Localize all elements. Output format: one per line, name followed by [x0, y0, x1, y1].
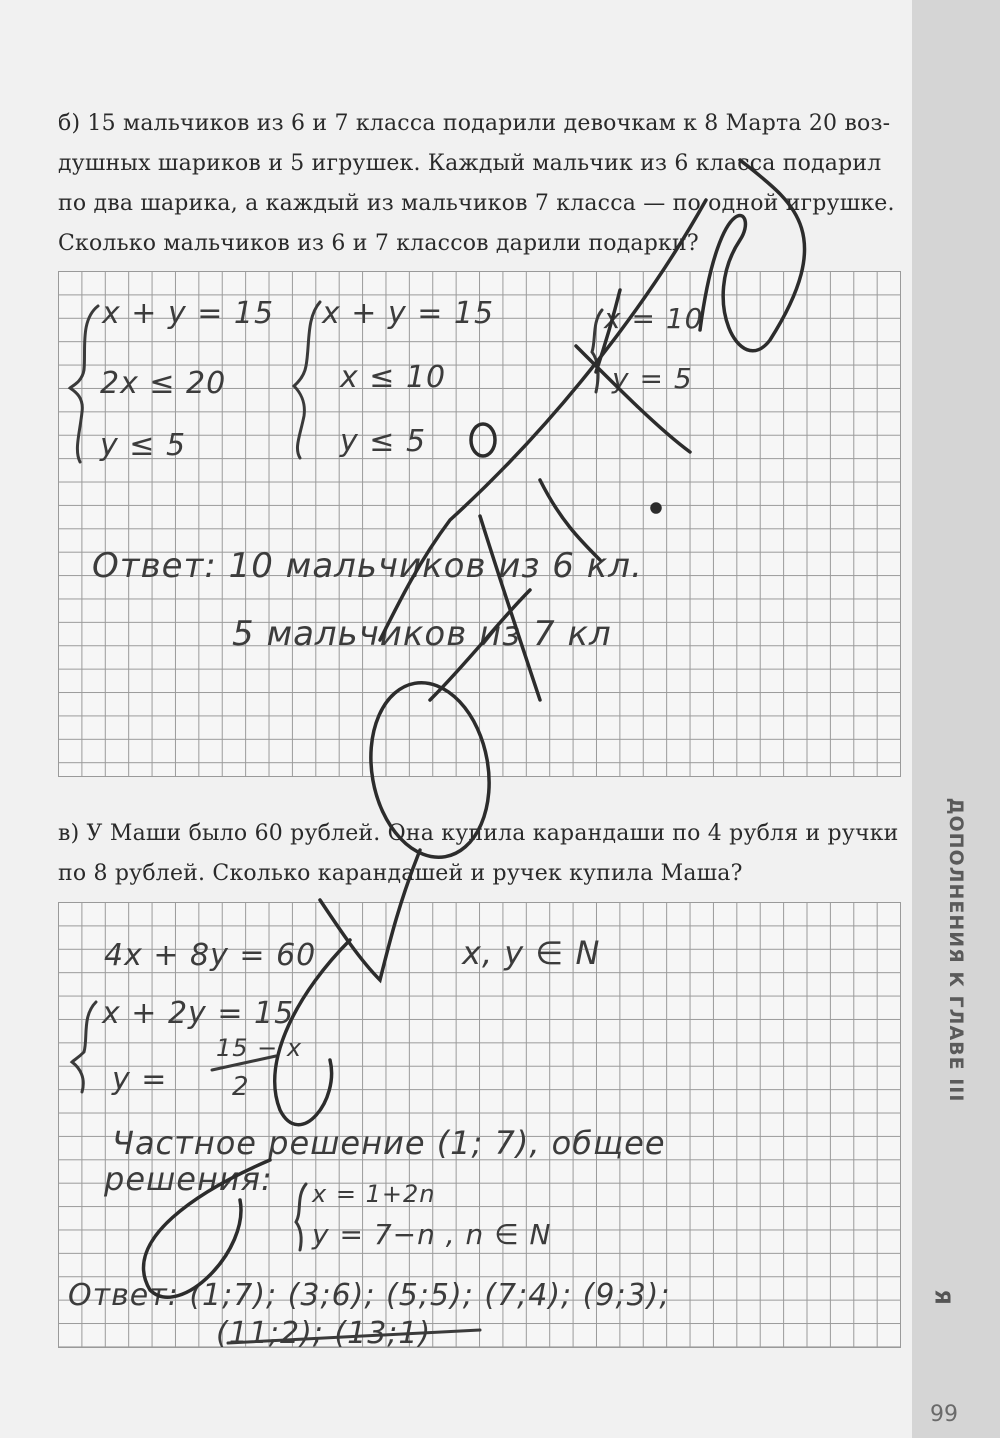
hw-v-general2: y = 7−n , n ∈ N	[312, 1218, 552, 1251]
hw-v-domain: x, y ∈ N	[462, 934, 601, 972]
problem-line: б) 15 мальчиков из 6 и 7 класса подарили девочкам к 8 Марта 20 воз-	[58, 111, 891, 136]
page-number: 99	[930, 1402, 958, 1427]
hw-v-general-label: решения:	[104, 1160, 273, 1198]
hw-v-eq1: 4x + 8y = 60	[104, 938, 317, 973]
hw-v-general1: x = 1+2n	[312, 1180, 436, 1208]
hw-b-sys2-line2: x ≤ 10	[340, 360, 447, 395]
hw-b-sys1-line2: 2x ≤ 20	[100, 366, 227, 401]
hw-b-sys1-line1: x + y = 15	[102, 296, 275, 331]
hw-b-sys2-line3: y ≤ 5	[340, 424, 427, 459]
hw-b-sys1-line3: y ≤ 5	[100, 428, 187, 463]
chapter-label	[912, 797, 1000, 1103]
hw-v-answer-line1: Ответ: (1;7); (3;6); (5;5); (7;4); (9;3);	[68, 1278, 671, 1313]
side-strip	[912, 0, 1000, 1438]
problem-line: по два шарика, а каждый из мальчиков 7 класса — по одной игрушке.	[58, 191, 895, 216]
answer-grid-b	[58, 271, 901, 777]
hw-b-answer2: 5 мальчиков из 7 кл	[232, 614, 612, 654]
hw-v-partial: Частное решение (1; 7), общее	[112, 1124, 666, 1162]
problem-v-text	[58, 814, 908, 894]
hw-b-sys3-line2: y = 5	[612, 362, 693, 395]
hw-v-eq3-lhs: y =	[112, 1062, 168, 1097]
chapter-title: ДОПОЛНЕНИЯ К ГЛАВЕ III	[945, 797, 967, 1103]
hw-v-answer-line2: (11;2); (13;1)	[216, 1316, 432, 1351]
hw-v-eq3-numerator: 15 − x	[216, 1034, 303, 1062]
hw-b-answer1: Ответ: 10 мальчиков из 6 кл.	[92, 546, 643, 586]
problem-line: по 8 рублей. Сколько карандашей и ручек купила Маша?	[58, 861, 743, 886]
section-letter: Я	[930, 1289, 955, 1305]
problem-line: Сколько мальчиков из 6 и 7 классов дарили подарки?	[58, 231, 699, 256]
hw-v-eq3-denominator: 2	[232, 1072, 250, 1102]
problem-line: в) У Маши было 60 рублей. Она купила карандаши по 4 рубля и ручки	[58, 821, 899, 846]
problem-line: душных шариков и 5 игрушек. Каждый мальчик из 6 класса подарил	[58, 151, 882, 176]
hw-v-eq2: x + 2y = 15	[102, 996, 295, 1031]
problem-b-text	[58, 104, 908, 264]
hw-b-sys2-line1: x + y = 15	[322, 296, 495, 331]
hw-b-sys3-line1: x = 10	[604, 302, 704, 335]
